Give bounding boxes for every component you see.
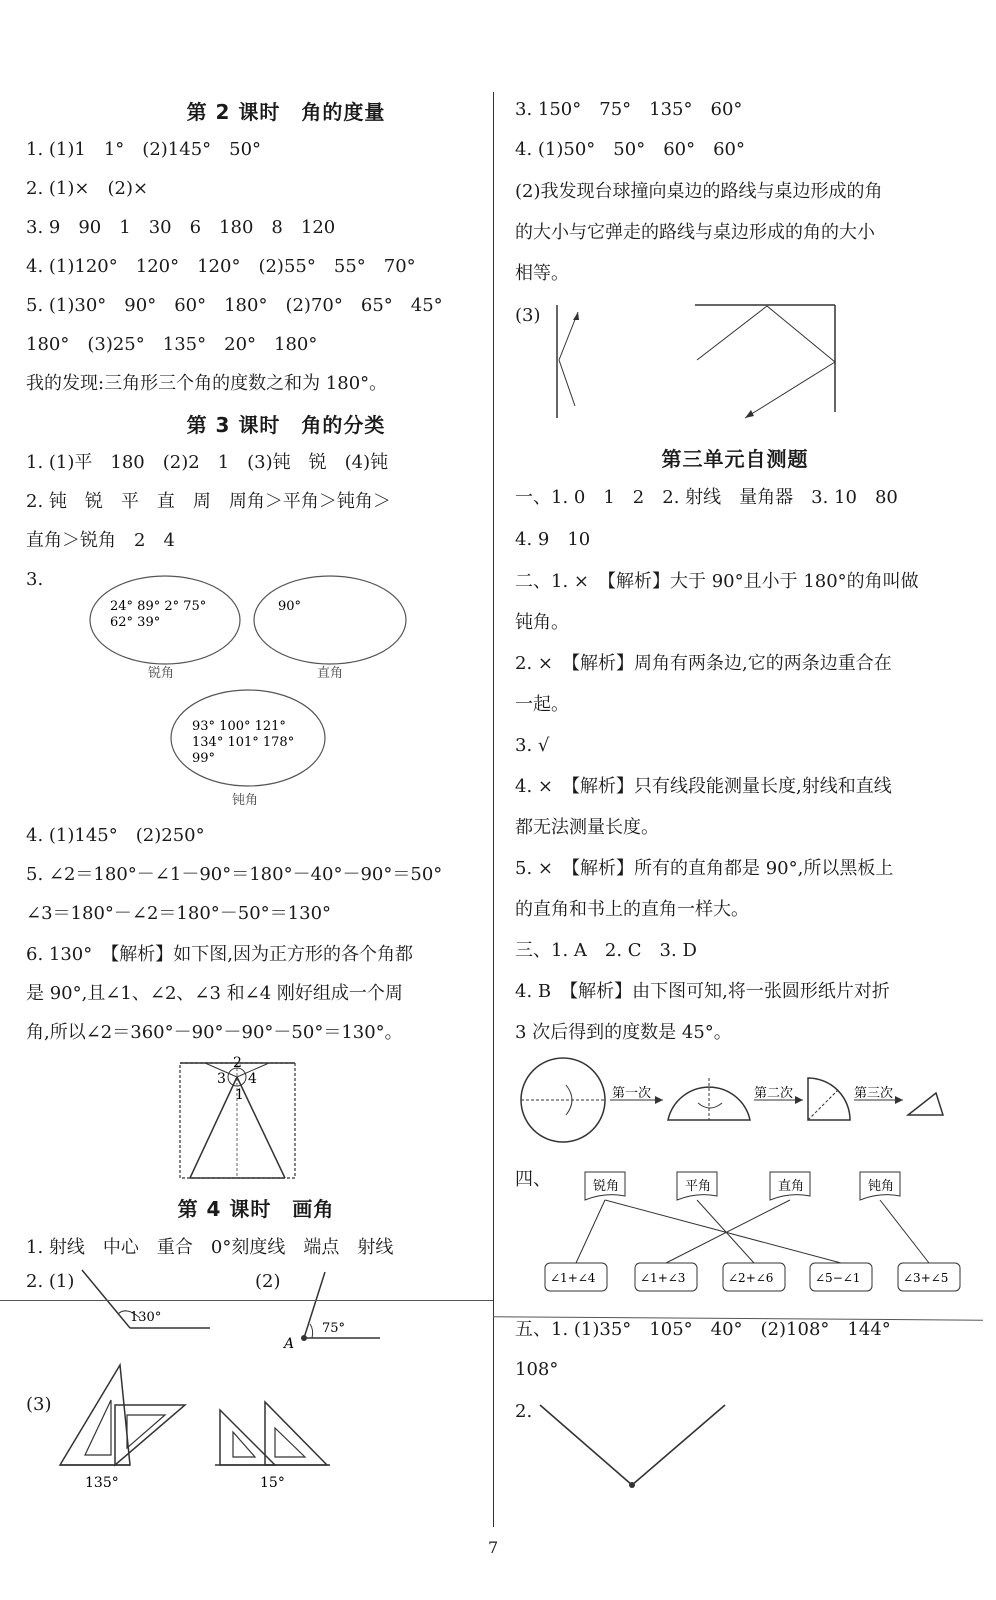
left-bottom-rule [0,1300,493,1301]
point-a-label: A [284,1336,295,1352]
tag-right: 直角 [778,1179,805,1194]
prev-q4-2: (2)我发现台球撞向桌边的路线与桌边形成的角 [515,181,883,202]
acute-values-1: 24° 89° 2° 75° [110,599,207,614]
unit3-part2-q2-cont: 一起。 [515,694,569,715]
lesson2-q3: 3. 9 90 1 30 6 180 8 120 [26,217,336,238]
prev-q4-3: (3) [515,305,541,326]
lesson2-q5-cont: 180° (3)25° 135° 20° 180° [26,334,318,355]
lesson2-q5: 5. (1)30° 90° 60° 180° (2)70° 65° 45° [26,295,443,316]
angle-drawing [530,1395,740,1495]
unit3-part2-q4: 4. × 【解析】只有线段能测量长度,射线和直线 [515,776,892,797]
angle-75-drawing [280,1268,390,1353]
right-label: 直角 [317,666,344,681]
angle-130-drawing [70,1268,220,1338]
unit3-part2-q4-cont: 都无法测量长度。 [515,817,659,838]
unit3-part1-q4: 4. 9 10 [515,529,591,550]
lesson2-q1: 1. (1)1 1° (2)145° 50° [26,139,262,160]
angle-1-label: 1 [235,1087,244,1103]
lesson3-q6-cont1: 是 90°,且∠1、∠2、∠3 和∠4 刚好组成一个周 [26,983,403,1004]
box-5: ∠3+∠5 [903,1271,949,1285]
page-number: 7 [488,1538,499,1557]
box-2: ∠1+∠3 [640,1271,686,1285]
angle-3-label: 3 [217,1071,226,1087]
acute-label: 锐角 [148,666,175,681]
unit3-part2-q1: 二、1. × 【解析】大于 90°且小于 180°的角叫做 [515,571,919,592]
tag-acute: 锐角 [593,1179,620,1194]
box-3: ∠2+∠6 [728,1271,774,1285]
lesson2-q2: 2. (1)× (2)× [26,178,149,199]
lesson2-finding: 我的发现:三角形三个角的度数之和为 180°。 [26,373,388,394]
obtuse-values-3: 99° [192,751,216,766]
unit3-part1: 一、1. 0 1 2 2. 射线 量角器 3. 10 80 [515,487,898,508]
angle-matching-diagram [540,1160,970,1300]
tag-obtuse: 钝角 [868,1179,895,1194]
lesson3-q5: 5. ∠2＝180°－∠1－90°＝180°－40°－90°＝50° [26,864,443,885]
lesson3-q3: 3. [26,569,44,590]
fold-step-1: 第一次 [612,1086,652,1101]
tag-straight: 平角 [685,1179,712,1194]
lesson4-q2-a: 2. (1) [26,1271,75,1292]
angle-2-label: 2 [233,1055,242,1071]
lesson4-q3: (3) [26,1394,52,1415]
fold-step-3: 第三次 [854,1086,894,1101]
angle-4-label: 4 [248,1071,257,1087]
prev-q3: 3. 150° 75° 135° 60° [515,99,743,120]
lesson4-q1: 1. 射线 中心 重合 0°刻度线 端点 射线 [26,1237,394,1258]
obtuse-label: 钝角 [232,793,259,808]
lesson3-q5-cont: ∠3＝180°－∠2＝180°－50°＝130° [26,903,332,924]
lesson2-heading: 第 2 课时 角的度量 [186,100,386,124]
prev-q4-2-cont1: 的大小与它弹走的路线与桌边形成的角的大小 [515,222,875,243]
unit3-part5-q1: 五、1. (1)35° 105° 40° (2)108° 144° [515,1319,891,1340]
unit3-part2-q5: 5. × 【解析】所有的直角都是 90°,所以黑板上 [515,858,894,879]
obtuse-values-1: 93° 100° 121° [192,719,286,734]
lesson3-q6: 6. 130° 【解析】如下图,因为正方形的各个角都 [26,944,413,965]
unit3-part3-q4: 4. B 【解析】由下图可知,将一张圆形纸片对折 [515,981,890,1002]
unit3-test-heading: 第三单元自测题 [661,447,809,471]
paper-folding-diagram [518,1055,958,1155]
angle-75-label: 75° [322,1321,346,1336]
prev-q4-2-cont2: 相等。 [515,263,569,284]
lesson3-q6-cont2: 角,所以∠2＝360°－90°－90°－50°＝130°。 [26,1022,403,1043]
column-divider [493,92,494,1527]
unit3-part2-q2: 2. × 【解析】周角有两条边,它的两条边重合在 [515,653,892,674]
angle-15-label: 15° [260,1475,285,1491]
right-ellipse [254,576,406,664]
unit3-part2-q3: 3. √ [515,735,550,756]
fold-step-2: 第二次 [754,1086,794,1101]
lesson3-heading: 第 3 课时 角的分类 [186,413,386,437]
lesson3-q2-cont: 直角＞锐角 2 4 [26,530,175,551]
unit3-part5-q2: 2. [515,1401,533,1422]
lesson4-heading: 第 4 课时 画角 [177,1197,335,1221]
square-angles-diagram [175,1055,300,1185]
lesson3-q4: 4. (1)145° (2)250° [26,825,205,846]
angle-135-label: 135° [85,1475,119,1491]
lesson2-q4: 4. (1)120° 120° 120° (2)55° 55° 70° [26,256,416,277]
angle-classification-diagram [80,575,420,815]
billiard-reflection-diagrams [545,300,845,450]
prev-q4: 4. (1)50° 50° 60° 60° [515,139,746,160]
box-1: ∠1+∠4 [550,1271,596,1285]
unit3-part2-q1-cont: 钝角。 [515,612,569,633]
unit3-part5-q1-cont: 108° [515,1359,559,1380]
unit3-part3: 三、1. A 2. C 3. D [515,940,697,961]
unit3-part2-q5-cont: 的直角和书上的直角一样大。 [515,899,749,920]
obtuse-values-2: 134° 101° 178° [192,735,295,750]
box-4: ∠5−∠1 [815,1271,861,1285]
lesson3-q2: 2. 钝 锐 平 直 周 周角＞平角＞钝角＞ [26,491,391,512]
unit3-part3-q4-cont: 3 次后得到的度数是 45°。 [515,1022,732,1043]
set-square-drawings [55,1360,345,1495]
lesson3-q1: 1. (1)平 180 (2)2 1 (3)钝 锐 (4)钝 [26,452,389,473]
acute-values-2: 62° 39° [110,615,161,630]
angle-130-label: 130° [130,1310,162,1325]
lesson4-q2-b: (2) [255,1271,281,1292]
right-values: 90° [278,599,302,614]
unit3-part4: 四、 [515,1169,551,1190]
